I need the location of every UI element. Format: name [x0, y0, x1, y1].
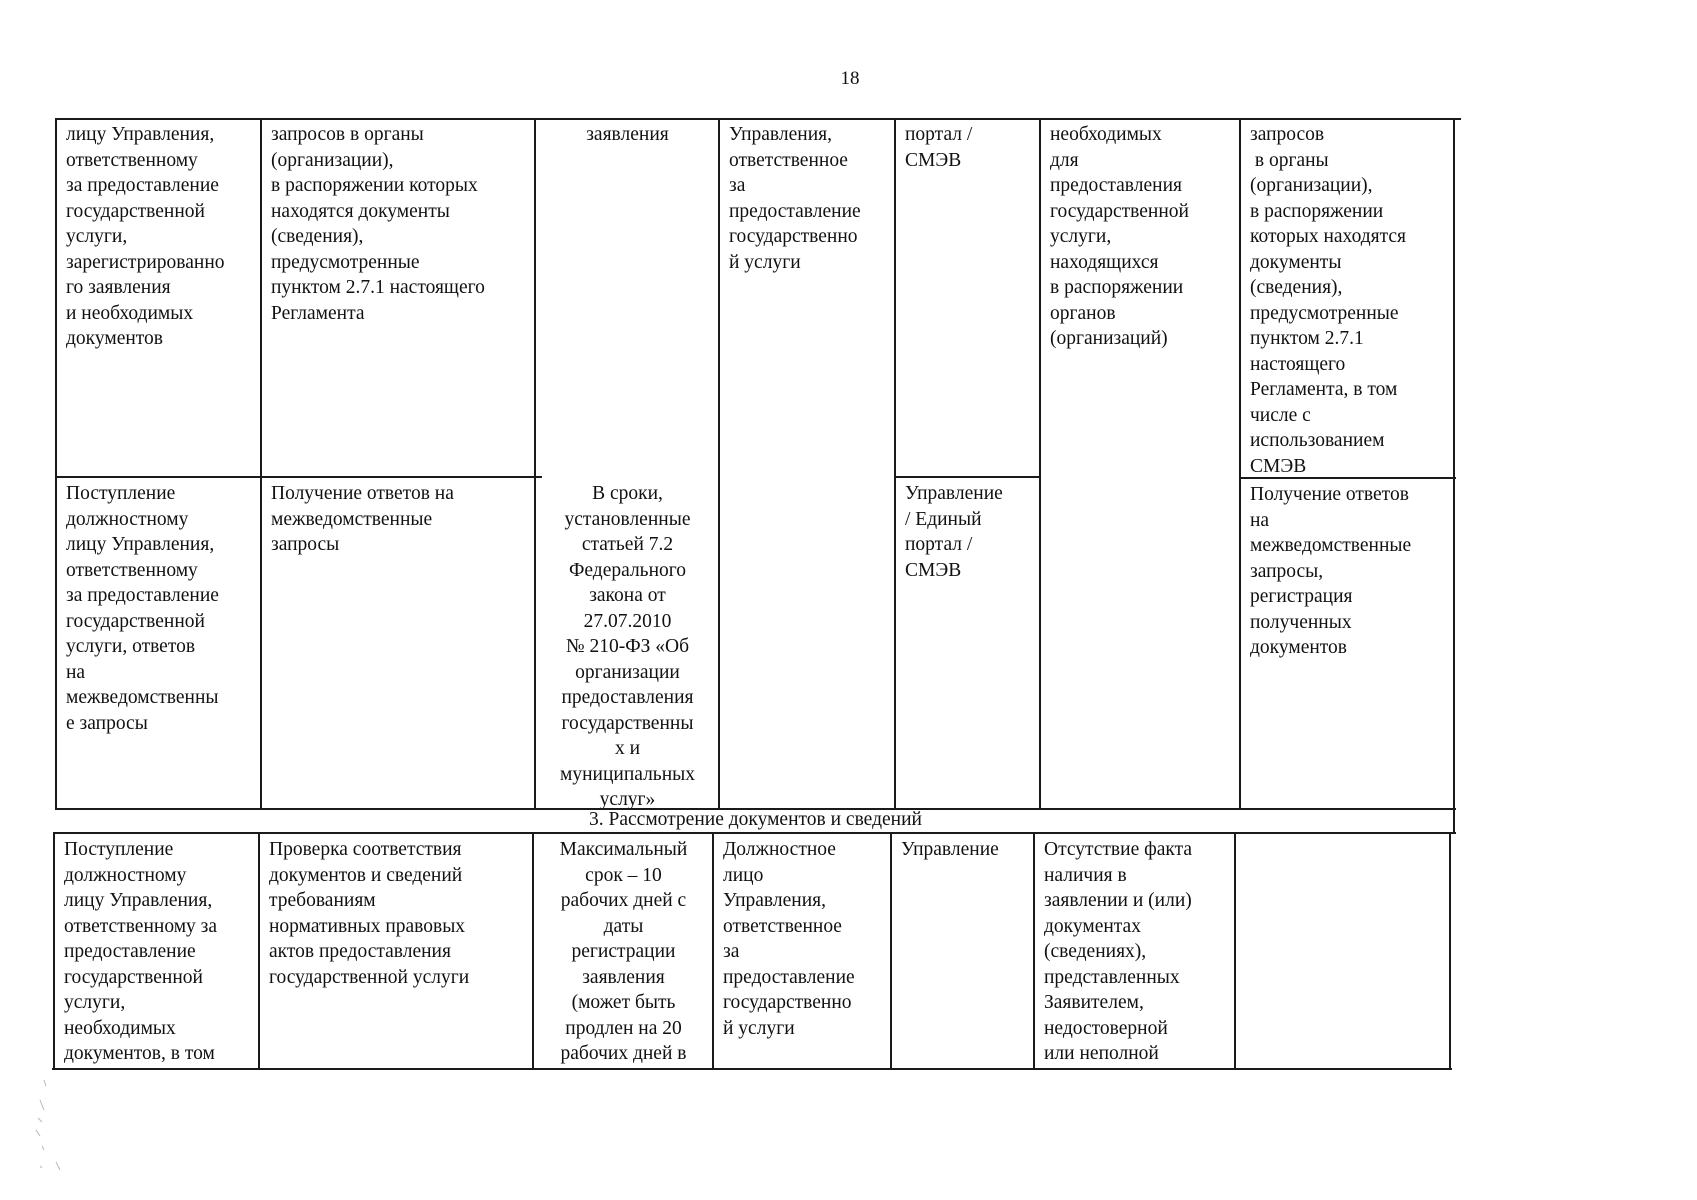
cell-bottom-col2: Проверка соответствия документов и сведений требованиям нормативных правовых актов предоставления государственной услуги [269, 839, 470, 988]
cell-bottom-col5: Управление [901, 839, 999, 860]
cell-bottom-col3: Максимальный срок – 10 рабочих дней с даты регистрации заявления (может быть продлен на 20 рабочих дней в [559, 839, 688, 1064]
cell-mid-col2: Получение ответов на межведомственные запросы [271, 483, 454, 555]
cell-mid-col3: В сроки, установленные статьей 7.2 Федерального закона от 27.07.2010 № 210-ФЗ «Об организации предоставления государственны х и муниципальных услуг» [559, 483, 695, 808]
cell-top-col5: портал / СМЭВ [905, 124, 973, 171]
cell-top-col6: необходимых для предоставления государственной услуги, находящихся в распоряжении органов (организаций) [1050, 124, 1189, 349]
cell-top-col3: заявления [586, 124, 669, 145]
table-bottom-border [52, 1068, 1452, 1070]
section-title: 3. Рассмотрение документов и сведений [589, 809, 922, 830]
cell-mid-col7: Получение ответов на межведомственные запросы, регистрация полученных документов [1250, 484, 1412, 658]
page-number: 18 [840, 68, 860, 89]
cell-bottom-col7 [1235, 833, 1449, 1068]
cell-top-col7: запросов в органы (организации), в распоряжении которых находятся документы (сведения), предусмотренные пунктом 2.7.1 настоящего Регламента, в том числе с использованием СМЭВ [1250, 124, 1407, 477]
cell-bottom-col4: Должностное лицо Управления, ответственное за предоставление государственно й услуги [723, 839, 855, 1039]
cell-bottom-col1: Поступление должностному лицу Управления, ответственному за предоставление государственной услуги, необходимых документов, в том [64, 839, 218, 1064]
cell-top-col4: Управления, ответственное за предоставление государственно й услуги [729, 124, 861, 273]
cell-top-col1: лицу Управления, ответственному за предоставление государственной услуги, зарегистрированно го заявления и необходимых документов [66, 124, 225, 349]
cell-mid-col1: Поступление должностному лицу Управления, ответственному за предоставление государственной услуги, ответов на межведомственны е запросы [66, 483, 219, 734]
table-right-border [1449, 832, 1451, 1068]
table-right-border [1453, 118, 1455, 808]
cell-top-col2: запросов в органы (организации), в распоряжении которых находятся документы (сведения), предусмотренные пунктом 2.7.1 настоящего Регламента [271, 124, 485, 324]
cell-mid-col5: Управление / Единый портал / СМЭВ [905, 483, 1003, 581]
cell-bottom-col6: Отсутствие факта наличия в заявлении и (или) документах (сведениях), представленных Заявителем, недостоверной или неполной [1044, 839, 1193, 1064]
scan-speck [30, 1070, 70, 1190]
